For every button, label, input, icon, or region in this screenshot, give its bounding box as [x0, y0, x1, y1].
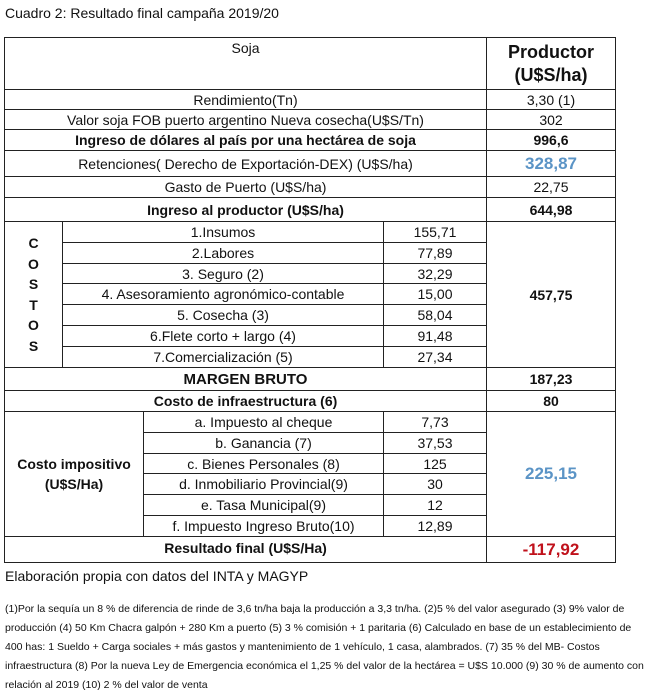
costos-letter: C — [28, 235, 39, 251]
tax-item-value: 12,89 — [383, 515, 487, 537]
source-note: Elaboración propia con datos del INTA y MAGYP — [5, 568, 309, 584]
resultado-label: Resultado final (U$S/Ha) — [4, 536, 487, 563]
costos-letter: O — [28, 255, 39, 272]
tax-item-label: e. Tasa Municipal(9) — [143, 494, 384, 516]
tax-item-label: f. Impuesto Ingreso Bruto(10) — [143, 515, 384, 537]
cost-item-label: 5. Cosecha (3) — [62, 304, 384, 326]
row-value: 328,87 — [486, 150, 616, 177]
document-title: Cuadro 2: Resultado final campaña 2019/20 — [5, 5, 279, 21]
costos-letter: S — [28, 337, 39, 354]
costos-label — [4, 221, 63, 368]
row-value: 22,75 — [486, 176, 616, 198]
cost-item-value: 91,48 — [383, 325, 487, 347]
cost-item-value: 155,71 — [383, 221, 487, 243]
footnotes: (1)Por la sequía un 8 % de diferencia de rinde de 3,6 tn/ha baja la producción a 3,3 tn/ha. (2)5 % del valor asegurado (3) 9% valor de producción (4) 50 Km Chacra galpón + 280 Km a puerto (5) 3 % comisión + 1 paritaria (6) Calculado en base de un establecimiento de 400 has: 1 Sueldo + Carga sociales + más gastos y mantenimiento de 1 vehículo, 1 casa, alambrados. (7) 35 % del MB- Costos infraestructura (8) Por la nueva Ley de Emergencia económica el 1,25 % del valor de la hectárea = U$S 10.000 (9) 30 % de aumento con relación al 2019 (10) 2 % del valor de venta — [5, 603, 644, 691]
cost-item-label: 3. Seguro (2) — [62, 263, 384, 284]
tax-item-value: 125 — [383, 453, 487, 474]
cost-item-value: 27,34 — [383, 346, 487, 368]
row-label: Ingreso al productor (U$S/ha) — [4, 197, 487, 222]
cost-item-label: 6.Flete corto + largo (4) — [62, 325, 384, 347]
tax-item-value: 12 — [383, 494, 487, 516]
tax-item-label: b. Ganancia (7) — [143, 432, 384, 454]
row-value: 302 — [486, 109, 616, 130]
row-label: Gasto de Puerto (U$S/ha) — [4, 176, 487, 198]
row-value: 996,6 — [486, 129, 616, 151]
margen-value: 187,23 — [486, 367, 616, 391]
impositivo-label-text: Costo impositivo — [17, 456, 131, 472]
cost-item-value: 32,29 — [383, 263, 487, 284]
header-productor-text: Productor — [507, 41, 594, 62]
cost-item-value: 77,89 — [383, 242, 487, 264]
tax-item-label: c. Bienes Personales (8) — [143, 453, 384, 474]
row-label: Rendimiento(Tn) — [4, 89, 487, 110]
impositivo-label-text: (U$S/Ha) — [44, 476, 104, 492]
tax-item-value: 7,73 — [383, 411, 487, 433]
resultado-value: -117,92 — [486, 536, 616, 563]
costos-letter: T — [29, 296, 38, 313]
costos-letter: O — [28, 317, 39, 333]
infra-value: 80 — [486, 390, 616, 412]
tax-item-label: a. Impuesto al cheque — [143, 411, 384, 433]
cost-item-label: 7.Comercialización (5) — [62, 346, 384, 368]
row-value: 644,98 — [486, 197, 616, 222]
row-label: Valor soja FOB puerto argentino Nueva cosecha(U$S/Tn) — [4, 109, 487, 130]
infra-label: Costo de infraestructura (6) — [4, 390, 487, 412]
impositivo-total: 225,15 — [486, 411, 616, 537]
margen-label: MARGEN BRUTO — [4, 367, 487, 391]
cost-item-label: 2.Labores — [62, 242, 384, 264]
cost-item-value: 58,04 — [383, 304, 487, 326]
tax-item-label: d. Inmobiliario Provincial(9) — [143, 473, 384, 495]
cost-item-label: 1.Insumos — [62, 221, 384, 243]
row-value: 3,30 (1) — [486, 89, 616, 110]
row-label: Retenciones( Derecho de Exportación-DEX) (U$S/ha) — [4, 150, 487, 177]
header-productor-text: (U$S/ha) — [514, 64, 588, 85]
impositivo-label — [4, 411, 144, 537]
cost-item-label: 4. Asesoramiento agronómico-contable — [62, 283, 384, 305]
costos-letter: S — [28, 276, 39, 292]
tax-item-value: 37,53 — [383, 432, 487, 454]
tax-item-value: 30 — [383, 473, 487, 495]
header-soja: Soja — [4, 37, 487, 90]
cost-item-value: 15,00 — [383, 283, 487, 305]
row-label: Ingreso de dólares al país por una hectárea de soja — [4, 129, 487, 151]
header-productor — [486, 37, 616, 90]
costos-total: 457,75 — [486, 221, 616, 368]
